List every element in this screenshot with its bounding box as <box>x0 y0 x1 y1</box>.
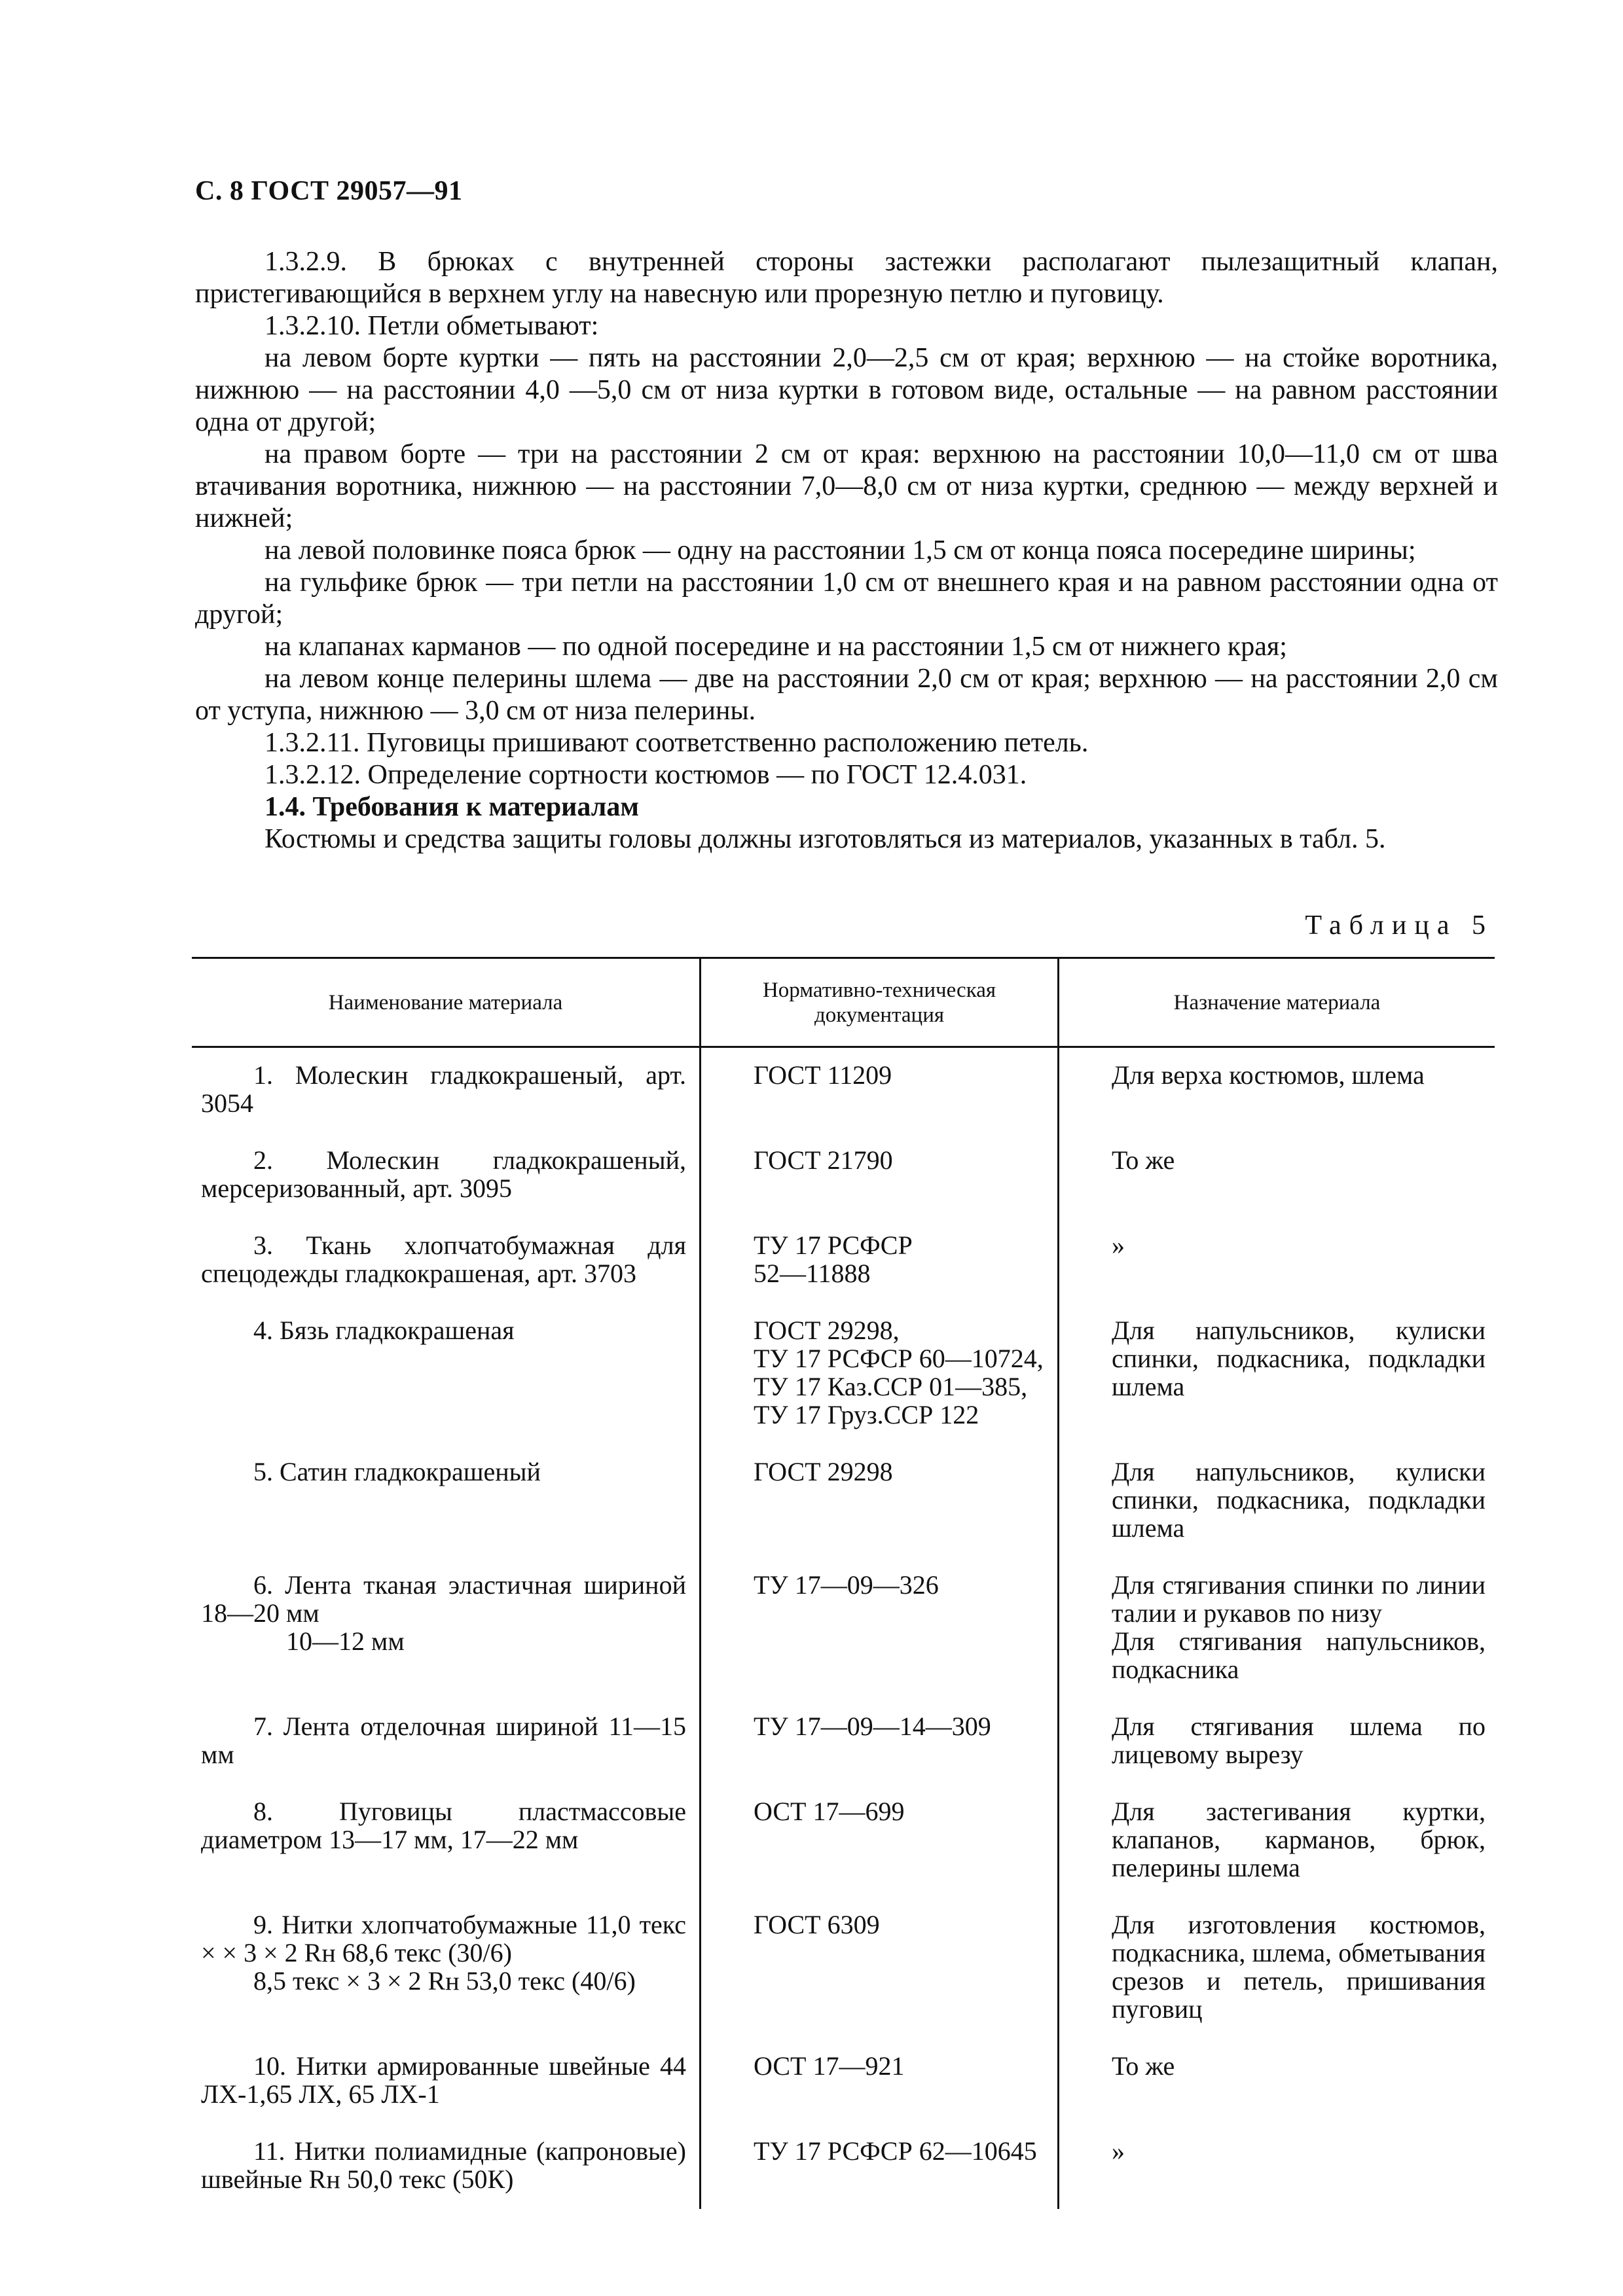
section-heading: 1.4. Требования к материалам <box>264 792 639 822</box>
material-name: 8. Пуговицы пластмассовые диаметром 13—17 мм, 17—22 мм <box>201 1797 686 1854</box>
material-doc <box>699 1699 1057 1784</box>
material-doc <box>699 1897 1057 2039</box>
material-name: 7. Лента отделочная шириной 11—15 мм <box>201 1712 686 1769</box>
doc-line: ТУ 17 РСФСР 60—10724, <box>754 1344 1044 1373</box>
material-doc <box>699 1048 1057 1133</box>
table-body <box>192 1048 1495 2209</box>
paragraph-left-front: на левом борте куртки — пять на расстоянии 2,0—2,5 см от края; верхнюю — на стойке воротника, нижнюю — на расстоянии 4,0 —5,0 см от низа куртки в готовом виде, остальные — на равном расстоянии одна от другой; <box>195 343 1498 437</box>
section-intro: Костюмы и средства защиты головы должны изготовляться из материалов, указанных в табл. 5. <box>264 824 1386 854</box>
page-header: С. 8 ГОСТ 29057—91 <box>195 176 463 206</box>
material-purpose-cell <box>1057 1558 1495 1699</box>
paragraph-1-3-2-11: 1.3.2.11. Пуговицы пришивают соответственно расположению петель. <box>264 728 1089 758</box>
material-purpose: Для застегивания куртки, клапанов, карманов, брюк, пелерины шлема <box>1057 1784 1495 1897</box>
doc-line: ТУ 17 Груз.ССР 122 <box>754 1400 979 1429</box>
material-name: 5. Сатин гладкокрашеный <box>253 1457 541 1486</box>
material-name: 9. Нитки хлопчатобумажные 11,0 текс × × 3 × 2 Rн 68,6 текс (30/6) <box>201 1910 686 1967</box>
doc-line: ГОСТ 29298, <box>754 1316 900 1345</box>
column-header-purpose: Назначение материала <box>1057 959 1495 1046</box>
material-name: 10. Нитки армированные швейные 44 ЛХ-1,65 ЛХ, 65 ЛХ-1 <box>201 2051 686 2109</box>
doc-line: ТУ 17 РСФСР <box>754 1230 913 1260</box>
material-purpose: То же <box>1057 2039 1495 2124</box>
doc-line: ГОСТ 6309 <box>754 1910 880 1939</box>
paragraph-helmet-cape: на левом конце пелерины шлема — две на расстоянии 2,0 см от края; верхнюю — на расстоянии 2,0 см от уступа, нижнюю — 3,0 см от низа пелерины. <box>195 664 1498 726</box>
table-caption: Таблица 5 <box>1305 910 1493 941</box>
doc-line: ГОСТ 11209 <box>754 1060 892 1090</box>
material-purpose: » <box>1057 1218 1495 1303</box>
paragraph-pocket-flaps: на клапанах карманов — по одной посередине и на расстоянии 1,5 см от нижнего края; <box>264 632 1287 662</box>
material-name-variant: 8,5 текс × 3 × 2 Rн 53,0 текс (40/6) <box>253 1966 636 1996</box>
table-row <box>192 1048 1495 1133</box>
material-name-cell <box>192 1897 699 2039</box>
paragraph-1-3-2-10: 1.3.2.10. Петли обметывают: <box>264 311 599 341</box>
doc-line: ОСТ 17—699 <box>754 1797 905 1826</box>
material-purpose: Для напульсников, кулиски спинки, подкасника, подкладки шлема <box>1057 1303 1495 1444</box>
table-row <box>192 1558 1495 1699</box>
material-purpose: Для напульсников, кулиски спинки, подкасника, подкладки шлема <box>1057 1444 1495 1558</box>
paragraph-fly: на гульфике брюк — три петли на расстоянии 1,0 см от внешнего края и на равном расстоянии одна от другой; <box>195 567 1498 630</box>
table-row <box>192 1218 1495 1303</box>
material-doc <box>699 1558 1057 1699</box>
column-header-material: Наименование материала <box>328 990 563 1014</box>
material-purpose-variant: Для стягивания напульсников, подкасника <box>1112 1626 1486 1684</box>
material-doc <box>699 1303 1057 1444</box>
material-name: 2. Молескин гладкокрашеный, мерсеризованный, арт. 3095 <box>201 1145 686 1203</box>
doc-line: ТУ 17 РСФСР 62—10645 <box>754 2136 1037 2166</box>
material-purpose: То же <box>1057 1133 1495 1218</box>
paragraph-right-front: на правом борте — три на расстоянии 2 см от края: верхнюю на расстоянии 10,0—11,0 см от шва втачивания воротника, нижнюю — на расстоянии 7,0—8,0 см от низа куртки, среднюю — между верхней и нижней; <box>195 439 1498 533</box>
doc-line: ГОСТ 29298 <box>754 1457 893 1486</box>
material-purpose: Для верха костюмов, шлема <box>1057 1048 1495 1133</box>
table-row <box>192 1133 1495 1218</box>
table-row <box>192 2039 1495 2124</box>
material-doc <box>699 2124 1057 2209</box>
table-header-row <box>192 957 1495 1048</box>
doc-line: ТУ 17 Каз.ССР 01—385, <box>754 1372 1028 1401</box>
material-purpose: Для изготовления костюмов, подкасника, шлема, обметывания срезов и петель, пришивания пуговиц <box>1057 1897 1495 2039</box>
doc-line: ТУ 17—09—326 <box>754 1570 939 1600</box>
table-row <box>192 1897 1495 2039</box>
doc-line: 52—11888 <box>754 1259 871 1288</box>
material-doc <box>699 1218 1057 1303</box>
material-name: 3. Ткань хлопчатобумажная для спецодежды гладкокрашеная, арт. 3703 <box>201 1230 686 1288</box>
material-name: 4. Бязь гладкокрашеная <box>253 1316 515 1345</box>
doc-line: ТУ 17—09—14—309 <box>754 1712 991 1741</box>
material-name-variant: 10—12 мм <box>286 1626 405 1656</box>
material-purpose: » <box>1057 2124 1495 2209</box>
column-header-documentation: Нормативно-техническая документация <box>699 959 1057 1046</box>
material-purpose: Для стягивания спинки по линии талии и рукавов по низу <box>1112 1570 1486 1628</box>
materials-table <box>192 957 1495 2209</box>
material-doc <box>699 1784 1057 1897</box>
paragraph-1-3-2-9: 1.3.2.9. В брюках с внутренней стороны застежки располагают пылезащитный клапан, пристегивающийся в верхнем углу на навесную или прорезную петлю и пуговицу. <box>195 247 1498 309</box>
paragraph-1-3-2-12: 1.3.2.12. Определение сортности костюмов — по ГОСТ 12.4.031. <box>264 760 1027 790</box>
material-doc <box>699 2039 1057 2124</box>
paragraph-waistband: на левой половинке пояса брюк — одну на расстоянии 1,5 см от конца пояса посередине ширины; <box>264 535 1416 565</box>
material-name-cell <box>192 1558 699 1699</box>
table-row <box>192 1444 1495 1558</box>
body-text <box>195 246 1498 855</box>
material-name: 6. Лента тканая эластичная шириной 18—20 мм <box>201 1570 686 1628</box>
table-row <box>192 1303 1495 1444</box>
material-name: 1. Молескин гладкокрашеный, арт. 3054 <box>201 1060 686 1118</box>
table-row <box>192 2124 1495 2209</box>
material-doc <box>699 1133 1057 1218</box>
material-name: 11. Нитки полиамидные (капроновые) швейные Rн 50,0 текс (50К) <box>201 2136 686 2194</box>
table-row <box>192 1784 1495 1897</box>
material-doc <box>699 1444 1057 1558</box>
material-purpose: Для стягивания шлема по лицевому вырезу <box>1057 1699 1495 1784</box>
doc-line: ОСТ 17—921 <box>754 2051 905 2081</box>
doc-line: ГОСТ 21790 <box>754 1145 893 1175</box>
table-row <box>192 1699 1495 1784</box>
